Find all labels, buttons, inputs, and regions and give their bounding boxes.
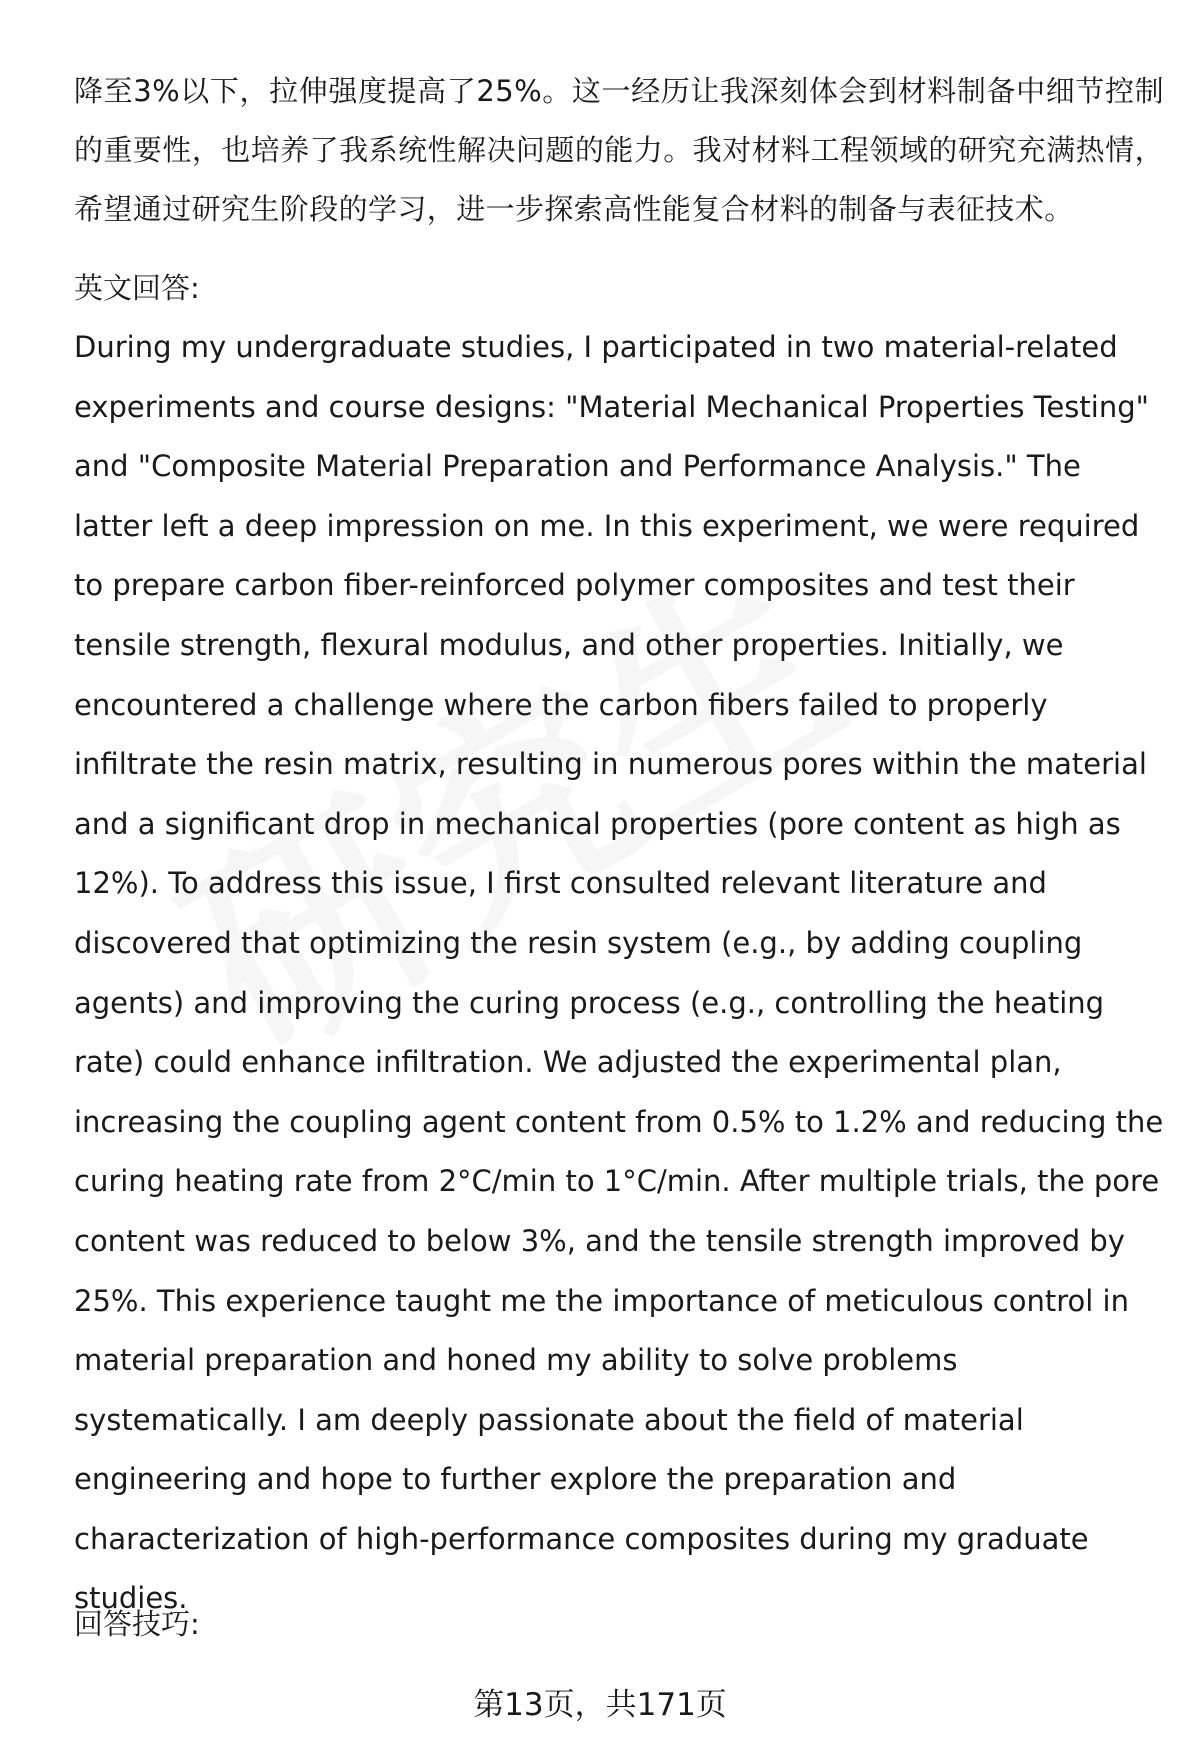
answer-tips-label: 回答技巧: — [74, 1607, 200, 1641]
english-answer-paragraph: During my undergraduate studies, I participated in two material-related experiments and course designs: "Material Mechanical Properties Testing" and "Composite Material Preparation and Performance Analysis." The latter left a deep impression on me. In this experiment, we were required to prepare carbon fiber-reinforced polymer composites and test their tensile strength, flexural modulus, and other properties. Initially, we encountered a challenge where the carbon fibers failed to properly infiltrate the resin matrix, resulting in numerous pores within the material and a significant drop in mechanical properties (pore content as high as 12%). To address this issue, I first consulted relevant literature and discovered that optimizing the resin system (e.g., by adding coupling agents) and improving the curing process (e.g., controlling the heating rate) could enhance infiltration. We adjusted the experimental plan, increasing the coupling agent content from 0.5% to 1.2% and reducing the curing heating rate from 2°C/min to 1°C/min. After multiple trials, the pore content was reduced to below 3%, and the tensile strength improved by 25%. This experience taught me the importance of meticulous control in material preparation and honed my ability to solve problems systematically. I am deeply passionate about the field of material engineering and hope to further explore the preparation and characterization of high-performance composites during my graduate studies. — [74, 330, 1164, 1616]
page-indicator: 第13页，共171页 — [473, 1687, 727, 1723]
chinese-answer-paragraph: 降至3%以下，拉伸强度提高了25%。这一经历让我深刻体会到材料制备中细节控制的重要性，也培养了我系统性解决问题的能力。我对材料工程领域的研究充满热情，希望通过研究生阶段的学习，进一步探索高性能复合材料的制备与表征技术。 — [74, 74, 1164, 226]
main-content — [74, 62, 1164, 1629]
english-answer-label: 英文回答: — [74, 271, 200, 305]
